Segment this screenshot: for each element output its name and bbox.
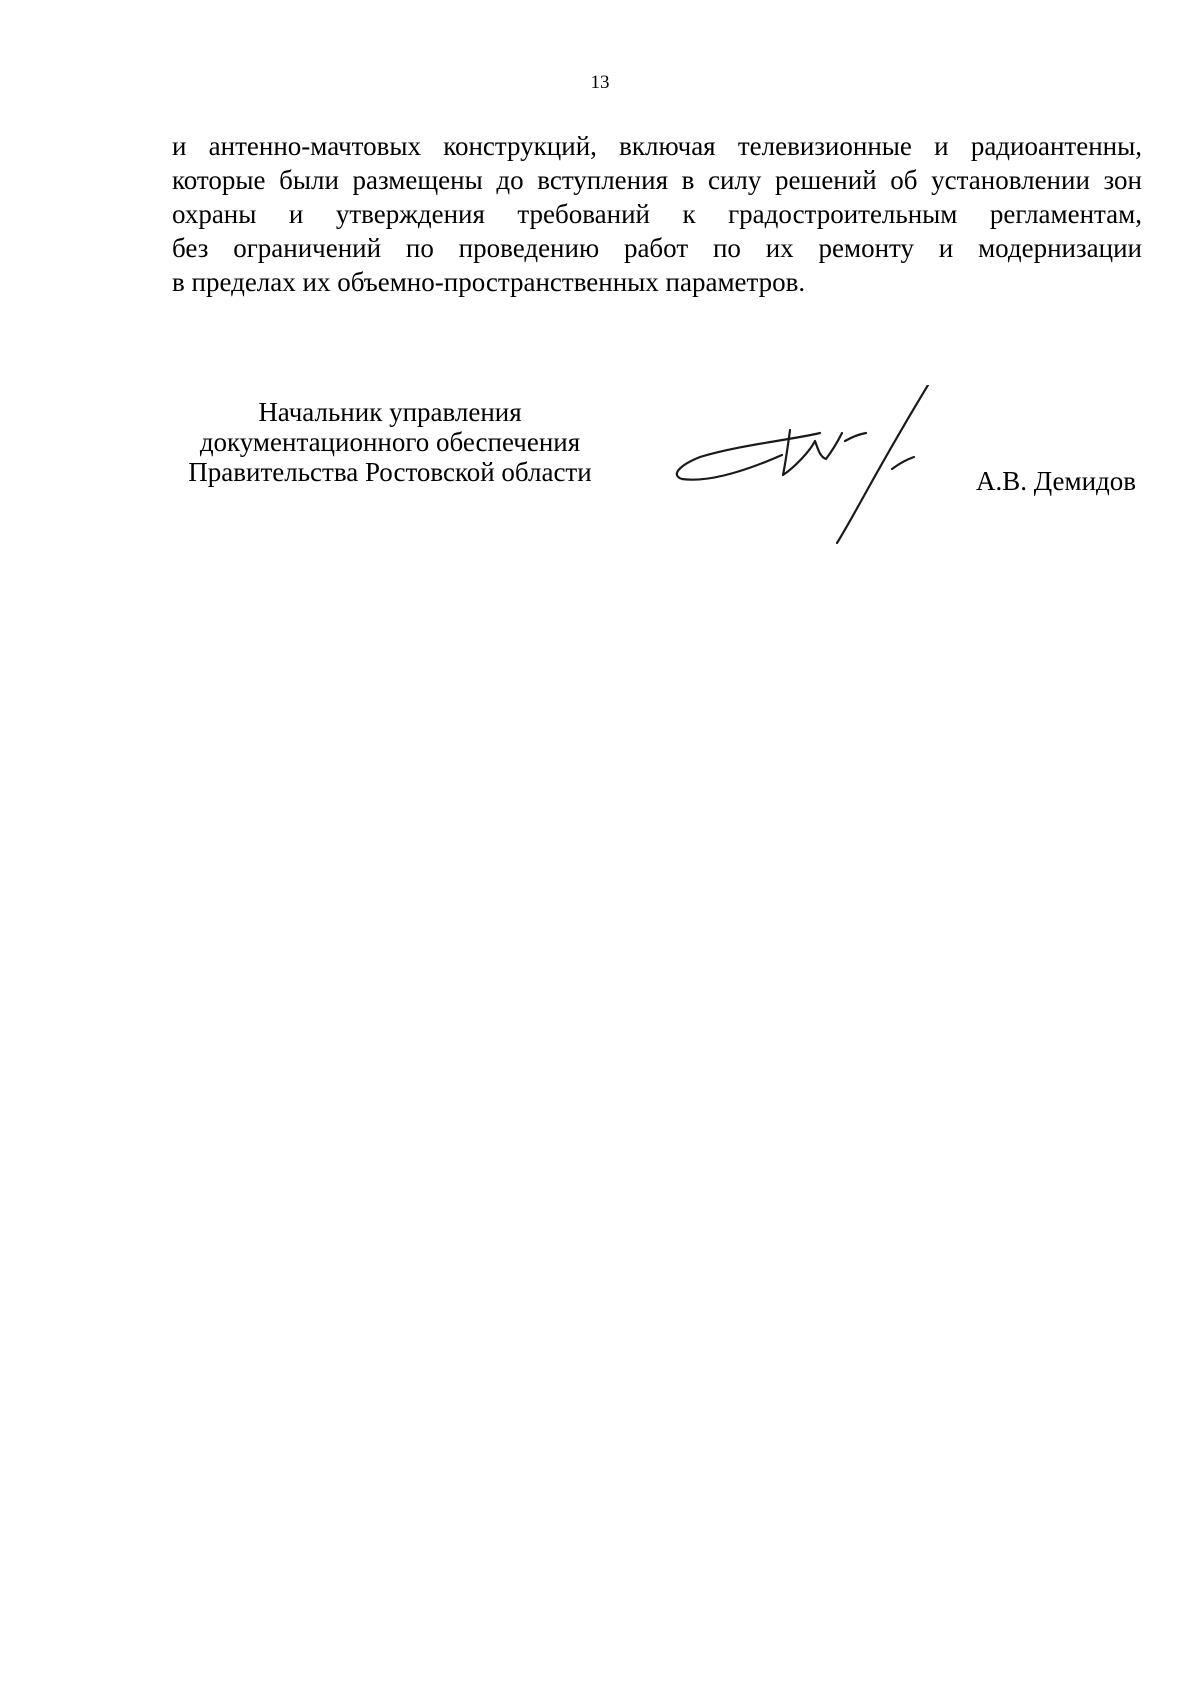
signatory-position: [165, 397, 615, 487]
body-line: охраны и утверждения требований к градостроительным регламентам,: [172, 199, 1142, 229]
signature-stroke: [845, 433, 866, 441]
position-line: Начальник управления: [258, 397, 522, 427]
handwritten-signature: [670, 385, 960, 545]
body-paragraph: [172, 129, 1142, 299]
body-line: и антенно-мачтовых конструкций, включая телевизионные и радиоантенны,: [172, 131, 1142, 161]
page-number: 13: [590, 72, 610, 93]
signature-stroke: [837, 385, 928, 543]
signature-stroke: [677, 433, 820, 480]
body-line: в пределах их объемно-пространственных параметров.: [172, 267, 806, 297]
body-line: без ограничений по проведению работ по их ремонту и модернизации: [172, 233, 1142, 263]
position-line: Правительства Ростовской области: [188, 457, 592, 487]
position-line: документационного обеспечения: [199, 427, 581, 457]
signature-stroke: [783, 430, 842, 475]
body-line: которые были размещены до вступления в силу решений об установлении зон: [172, 165, 1142, 195]
signer-name: А.В. Демидов: [976, 466, 1137, 496]
signature-stroke: [892, 457, 914, 469]
